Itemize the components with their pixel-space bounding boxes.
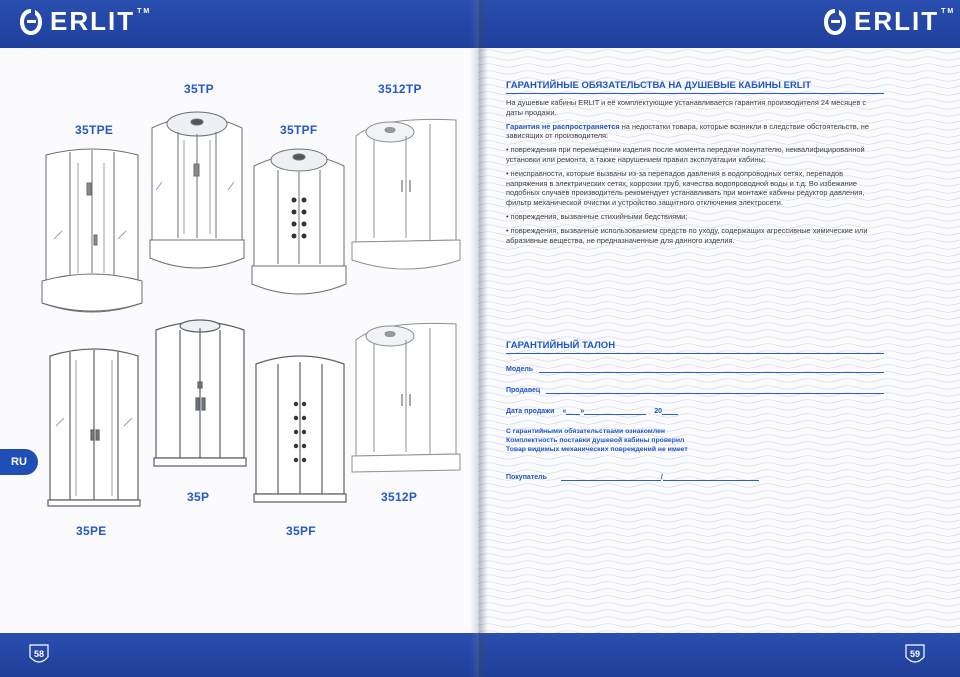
warranty-section <box>506 80 884 245</box>
page-number-59: 59 <box>904 643 926 667</box>
acknowledgement-1: С гарантийными обязательствами ознакомлен <box>506 428 665 435</box>
brand-tm: TM <box>941 8 956 15</box>
sale-date-label: Дата продажи <box>506 408 555 415</box>
bottom-band <box>0 633 478 677</box>
warranty-exclusion-text: на недостатки товара, которые возникли в следствие обстоятельств, не зависящих от производителя: <box>506 121 869 141</box>
right-page <box>478 0 960 677</box>
cabin-35tpf-illustration <box>250 140 348 305</box>
warranty-bullet-2: • неисправности, которые вызваны из-за перепадов давления в водопроводных сетях, перепадов напряжения в электрических сетях, коррозии труб, качества водопроводной воды и т.д. Во избежание подобных случаев производитель рекомендует устанавливать при монтаже кабины редуктор давления, фильтр механической очистки и устройство защитного отключения электросети. <box>506 168 865 208</box>
warranty-bullet-4: • повреждения, вызванные использованием средств по уходу, содержащих агрессивные химические или абразивные вещества, не предназначенные для данного изделия. <box>506 225 868 245</box>
cabin-3512p-illustration <box>350 314 462 484</box>
acknowledgement-lines <box>506 427 884 454</box>
cabin-35p-illustration <box>152 312 248 472</box>
acknowledgement-2: Комплектность поставки душевой кабины проверил <box>506 437 685 444</box>
model-field-line[interactable] <box>539 364 884 373</box>
model-label-35pf: 35PF <box>286 524 316 538</box>
sale-month-line[interactable] <box>584 406 646 415</box>
warranty-card-section <box>506 340 884 481</box>
model-label-35p: 35P <box>187 490 210 504</box>
seller-field <box>506 385 884 394</box>
left-page <box>0 0 478 677</box>
erlit-logo <box>18 6 151 37</box>
warranty-paragraph-1: На душевые кабины ERLIT и её комплектующие устанавливается гарантия производителя 24 месяцев с даты продажи. <box>506 98 867 117</box>
buyer-field <box>506 472 884 481</box>
quote-open: « <box>562 408 567 415</box>
warranty-title: ГАРАНТИЙНЫЕ ОБЯЗАТЕЛЬСТВА НА ДУШЕВЫЕ КАБИНЫ ERLIT <box>506 80 884 94</box>
model-label-3512tp: 3512TP <box>378 82 422 96</box>
model-label-35tp: 35TP <box>184 82 214 96</box>
cabin-35pe-illustration <box>44 340 144 515</box>
sale-year-line[interactable] <box>662 406 678 415</box>
buyer-slash: / <box>660 474 663 481</box>
erlit-logo <box>822 6 955 37</box>
model-label-35tpe: 35TPE <box>75 123 114 137</box>
brand-name: ERLIT <box>50 6 136 36</box>
cabin-35tp-illustration <box>148 100 246 280</box>
warranty-bullet-1: • повреждения при перемещении изделия после момента передачи покупателю, неквалифицированной установки или ремонта, а также нарушением правил эксплуатации кабины; <box>506 145 865 164</box>
year-prefix: 20 <box>654 408 663 415</box>
model-field <box>506 364 884 373</box>
quote-close: » <box>580 408 585 415</box>
model-label-35tpf: 35TPF <box>280 123 318 137</box>
seller-field-label: Продавец <box>506 387 541 394</box>
erlit-logo-mark-icon <box>18 7 44 37</box>
model-label-3512p: 3512P <box>381 490 418 504</box>
brand-name: ERLIT <box>854 6 940 36</box>
warranty-card-title: ГАРАНТИЙНЫЙ ТАЛОН <box>506 340 884 354</box>
acknowledgement-3: Товар видимых механических повреждений не имеет <box>506 446 688 453</box>
page-number-58: 58 <box>28 643 50 667</box>
bottom-band <box>478 633 960 677</box>
buyer-name-line[interactable] <box>561 472 661 481</box>
buyer-signature-line[interactable] <box>660 472 759 481</box>
warranty-exclusion-heading: Гарантия не распространяется <box>506 121 620 131</box>
language-tab-ru: RU <box>0 449 38 475</box>
cabin-35pf-illustration <box>252 346 348 506</box>
warranty-paragraph-2 <box>506 122 884 142</box>
seller-field-line[interactable] <box>546 385 884 394</box>
erlit-logo-mark-icon <box>822 7 848 37</box>
cabin-3512tp-illustration <box>350 110 462 285</box>
sale-day-line[interactable] <box>566 406 580 415</box>
model-label-35pe: 35PE <box>76 524 107 538</box>
warranty-bullet-3: • повреждения, вызванные стихийными бедствиями; <box>506 211 688 221</box>
buyer-label: Покупатель <box>506 474 547 481</box>
model-field-label: Модель <box>506 366 534 373</box>
cabin-35tpe-illustration <box>40 143 144 323</box>
sale-date-field <box>506 406 884 415</box>
brand-tm: TM <box>137 8 152 15</box>
